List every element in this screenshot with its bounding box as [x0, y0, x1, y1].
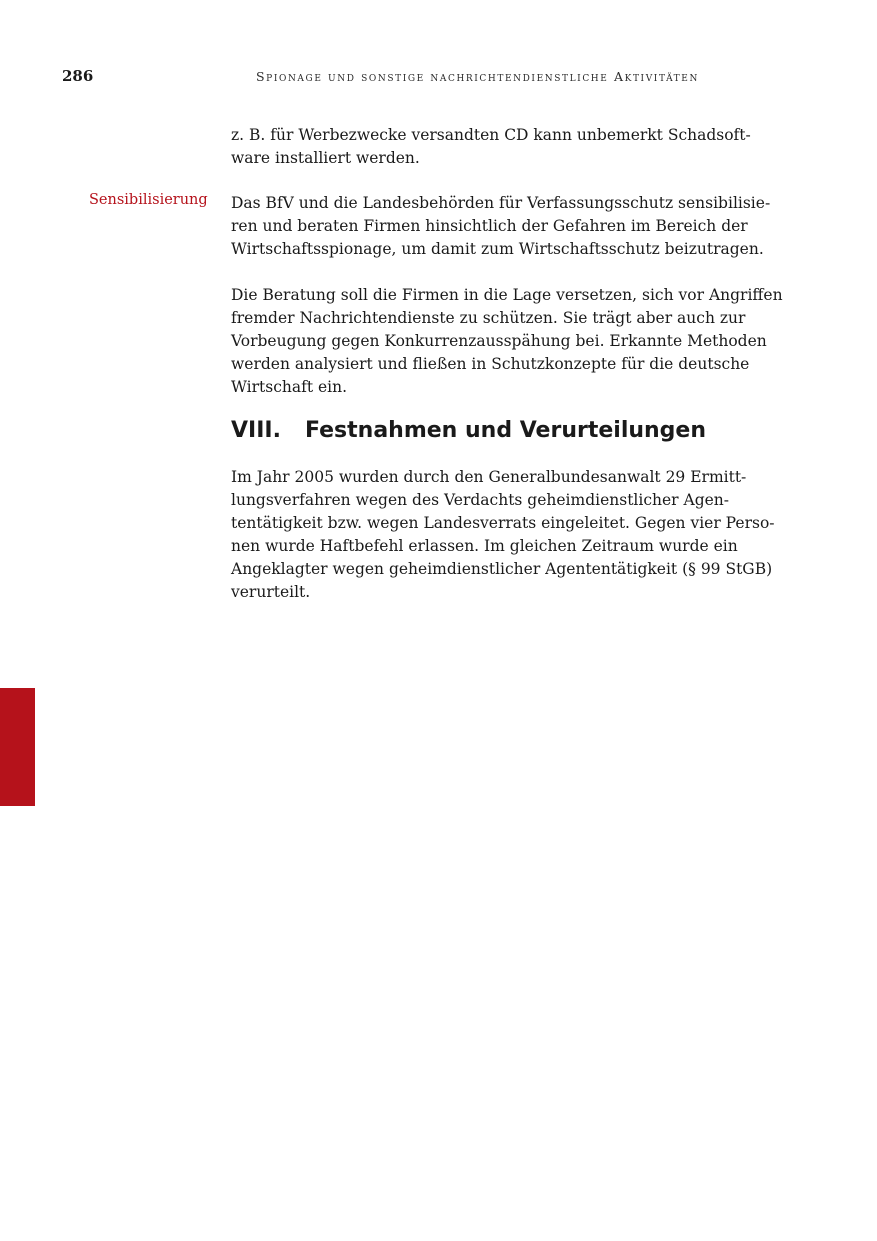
paragraph-line: Wirtschaftsspionage, um damit zum Wirtschaftsschutz beizutragen. — [231, 240, 764, 258]
section-heading — [231, 418, 706, 443]
paragraph-line: z. B. für Werbezwecke versandten CD kann unbemerkt Schadsoft- — [231, 126, 751, 144]
section-title: Festnahmen und Verurteilungen — [305, 418, 707, 443]
paragraph-line: ren und beraten Firmen hinsichtlich der Gefahren im Bereich der — [231, 217, 748, 235]
running-head: Spionage und sonstige nachrichtendienstliche Aktivitäten — [256, 69, 699, 84]
paragraph-line: lungsverfahren wegen des Verdachts geheimdienstlicher Agen- — [231, 491, 730, 509]
paragraph-line: Vorbeugung gegen Konkurrenzausspähung bei. Erkannte Methoden — [231, 332, 767, 350]
paragraph-line: tentätigkeit bzw. wegen Landesverrats eingeleitet. Gegen vier Perso- — [231, 514, 775, 532]
paragraph-line: Die Beratung soll die Firmen in die Lage versetzen, sich vor Angriffen — [231, 286, 783, 304]
paragraph-line: Angeklagter wegen geheimdienstlicher Agententätigkeit (§ 99 StGB) — [231, 560, 773, 578]
paragraph-festnahmen — [231, 466, 786, 604]
chapter-side-tab — [0, 688, 35, 806]
paragraph-line: Das BfV und die Landesbehörden für Verfassungsschutz sensibilisie- — [231, 194, 771, 212]
paragraph-line: nen wurde Haftbefehl erlassen. Im gleichen Zeitraum wurde ein — [231, 537, 738, 555]
paragraph-line: ware installiert werden. — [231, 149, 420, 167]
page-number: 286 — [62, 67, 94, 85]
paragraph-line: verurteilt. — [231, 583, 311, 601]
margin-note: Sensibilisierung — [89, 192, 208, 208]
paragraph-line: Im Jahr 2005 wurden durch den Generalbundesanwalt 29 Ermitt- — [231, 468, 747, 486]
paragraph-line: fremder Nachrichtendienste zu schützen. Sie trägt aber auch zur — [231, 309, 746, 327]
paragraph-line: werden analysiert und fließen in Schutzkonzepte für die deutsche — [231, 355, 750, 373]
paragraph-line: Wirtschaft ein. — [231, 378, 348, 396]
paragraph-continuation — [231, 124, 786, 170]
section-number: VIII. — [231, 418, 281, 443]
paragraph-beratung — [231, 284, 786, 399]
paragraph-sensibilisierung — [231, 192, 786, 261]
